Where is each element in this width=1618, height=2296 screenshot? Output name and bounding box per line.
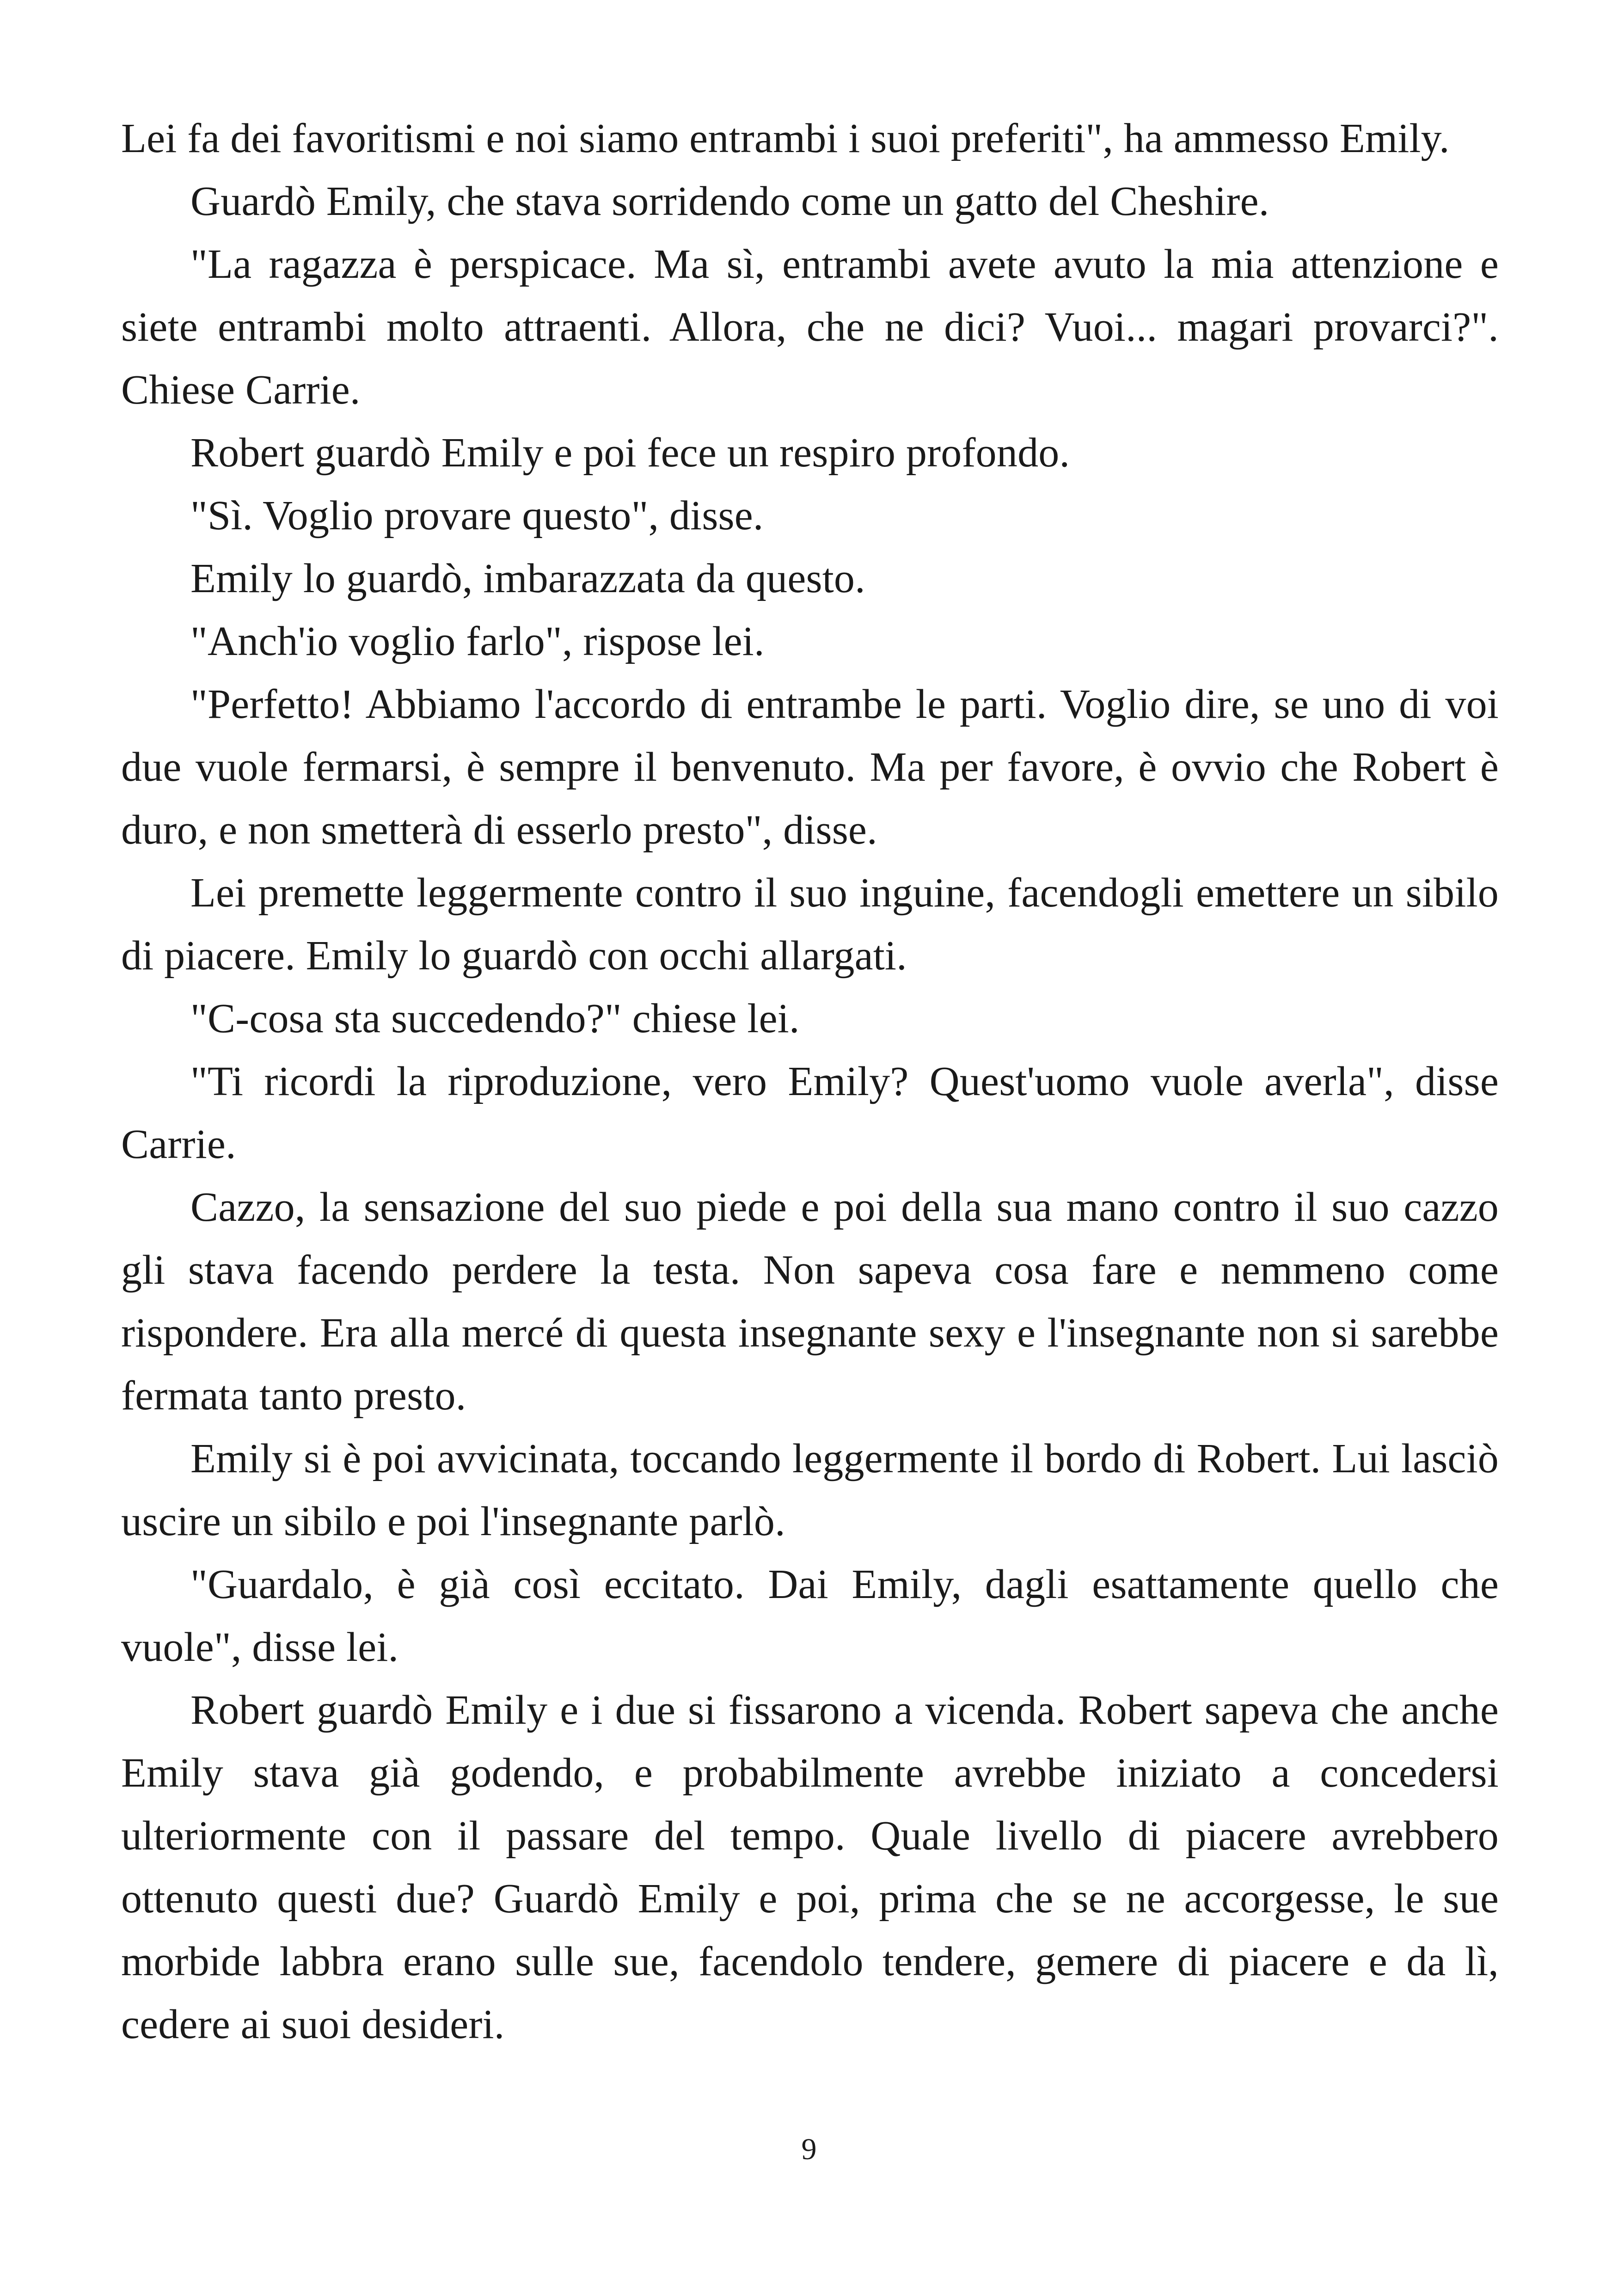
paragraph: "Perfetto! Abbiamo l'accordo di entrambe le parti. Voglio dire, se uno di voi due vuole fermarsi, è sempre il benvenuto. Ma per favore, è ovvio che Robert è duro, e non smetterà di esserlo presto", disse. [121, 681, 1499, 853]
paragraph: Emily si è poi avvicinata, toccando leggermente il bordo di Robert. Lui lasciò uscire un sibilo e poi l'insegnante parlò. [121, 1436, 1499, 1544]
body-text [121, 107, 1499, 2056]
paragraph: Lei fa dei favoritismi e noi siamo entrambi i suoi preferiti", ha ammesso Emily. [121, 116, 1450, 161]
page-number: 9 [801, 2132, 817, 2166]
paragraph: Guardò Emily, che stava sorridendo come un gatto del Cheshire. [190, 178, 1269, 224]
paragraph: "La ragazza è perspicace. Ma sì, entrambi avete avuto la mia attenzione e siete entrambi molto attraenti. Allora, che ne dici? Vuoi... magari provarci?". Chiese Carrie. [121, 241, 1499, 413]
paragraph: Robert guardò Emily e i due si fissarono a vicenda. Robert sapeva che anche Emily stava già godendo, e probabilmente avrebbe iniziato a concedersi ulteriormente con il passare del tempo. Quale livello di piacere avrebbero ottenuto questi due? Guardò Emily e poi, prima che se ne accorgesse, le sue morbide labbra erano sulle sue, facendolo tendere, gemere di piacere e da lì, cedere ai suoi desideri. [121, 1687, 1499, 2047]
paragraph: Emily lo guardò, imbarazzata da questo. [190, 556, 865, 601]
paragraph: "Sì. Voglio provare questo", disse. [190, 493, 764, 539]
paragraph: "C-cosa sta succedendo?" chiese lei. [190, 996, 800, 1041]
paragraph: Robert guardò Emily e poi fece un respiro profondo. [190, 430, 1070, 476]
paragraph: Lei premette leggermente contro il suo inguine, facendogli emettere un sibilo di piacere. Emily lo guardò con occhi allargati. [121, 870, 1499, 979]
paragraph: "Guardalo, è già così eccitato. Dai Emily, dagli esattamente quello che vuole", disse lei. [121, 1561, 1499, 1670]
paragraph: "Ti ricordi la riproduzione, vero Emily? Quest'uomo vuole averla", disse Carrie. [121, 1059, 1499, 1167]
paragraph: "Anch'io voglio farlo", rispose lei. [190, 618, 765, 664]
paragraph: Cazzo, la sensazione del suo piede e poi della sua mano contro il suo cazzo gli stava facendo perdere la testa. Non sapeva cosa fare e nemmeno come rispondere. Era alla mercé di questa insegnante sexy e l'insegnante non si sarebbe fermata tanto presto. [121, 1184, 1499, 1419]
